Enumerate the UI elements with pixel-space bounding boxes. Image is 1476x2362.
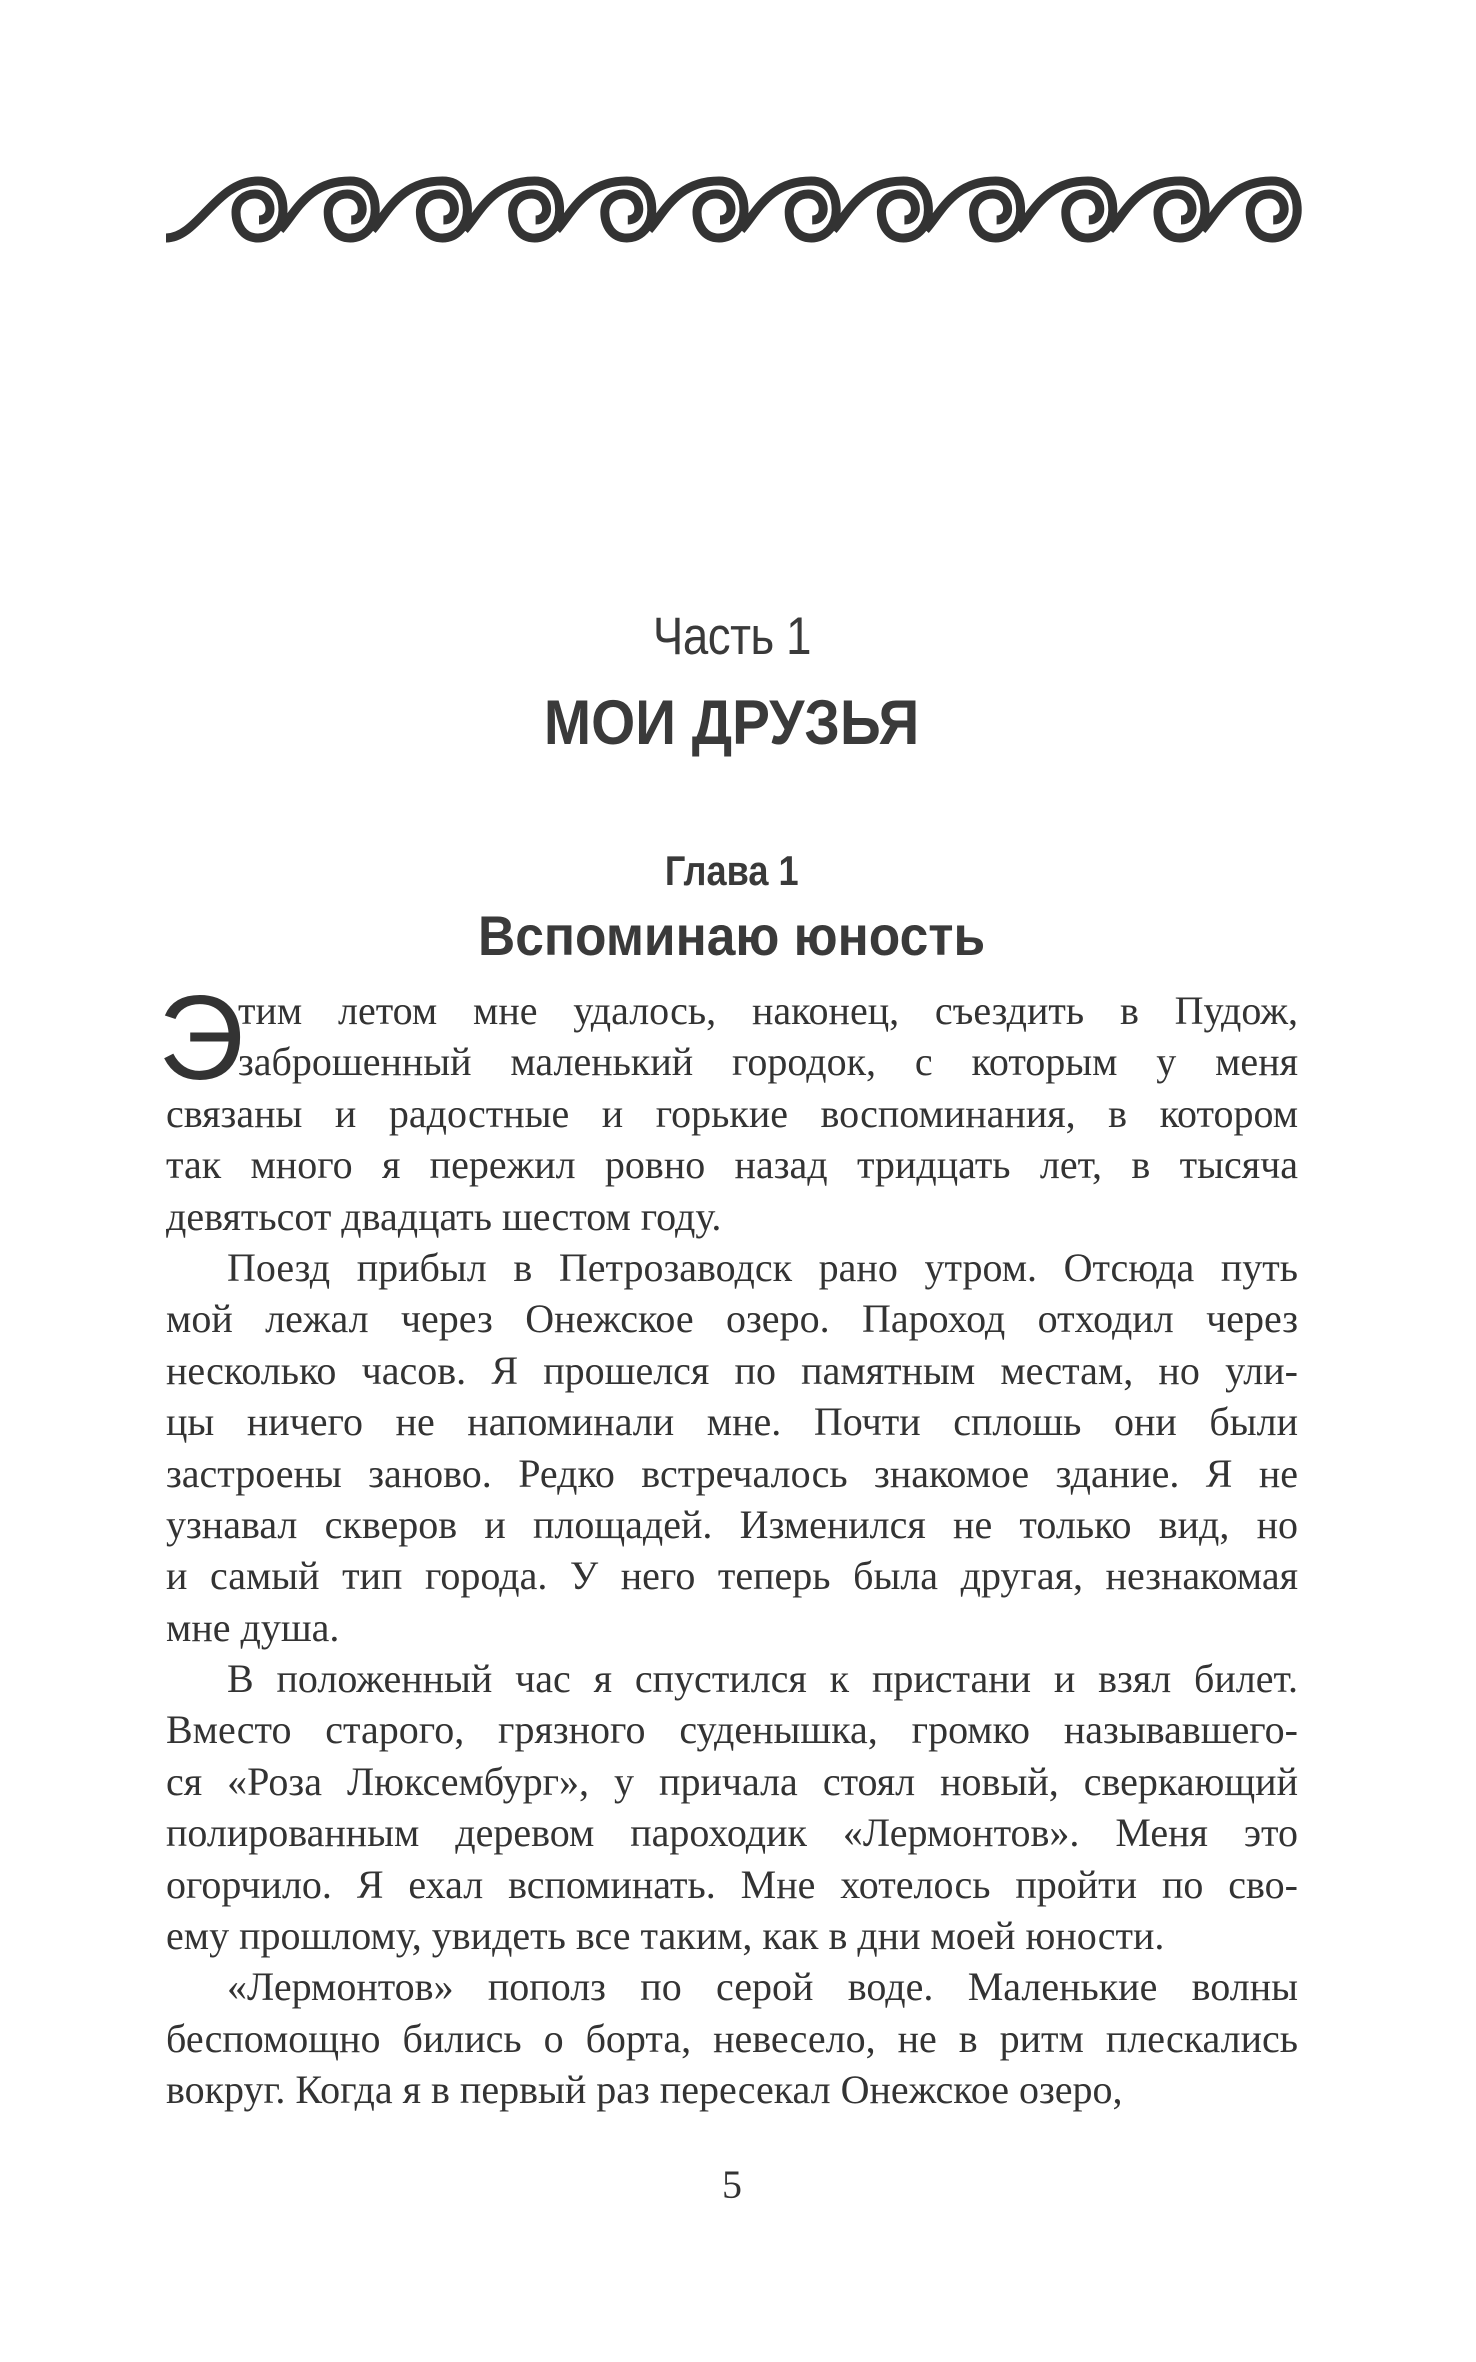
page-number: 5 (722, 2162, 742, 2207)
ornament-wave-path (166, 181, 1297, 238)
chapter-title (166, 904, 1298, 967)
text-line: несколько часов. Я прошелся по памятным местам, но ули- (166, 1347, 1298, 1393)
wave-spiral-ornament (0, 150, 1476, 270)
part-label (166, 607, 1298, 666)
body-text (166, 985, 1298, 2116)
part-title (166, 688, 1298, 758)
text-line: вокруг. Когда я в первый раз пересекал Онежское озеро, (166, 2067, 1123, 2113)
text-line: Поезд прибыл в Петрозаводск рано утром. Отсюда путь (227, 1244, 1298, 1290)
drop-cap: Э (158, 971, 245, 1105)
text-line: В положенный час я спустился к пристани и взял билет. (227, 1656, 1298, 1702)
paragraph (166, 1653, 1298, 1961)
text-line: огорчило. Я ехал вспоминать. Мне хотелось пройти по сво- (166, 1861, 1298, 1907)
part-title-text: МОИ ДРУЗЬЯ (544, 688, 920, 758)
text-line: связаны и радостные и горькие воспоминания, в котором (166, 1090, 1298, 1136)
text-line: Вместо старого, грязного суденышка, громко называвшего- (166, 1707, 1298, 1753)
text-line: узнавал скверов и площадей. Изменился не только вид, но (166, 1501, 1298, 1547)
chapter-label (166, 847, 1298, 894)
text-line: и самый тип города. У него теперь была другая, незнакомая (166, 1553, 1298, 1599)
text-line: мой лежал через Онежское озеро. Пароход отходил через (166, 1296, 1298, 1342)
part-label-text: Часть 1 (652, 607, 812, 666)
text-line: застроены заново. Редко встречалось знакомое здание. Я не (166, 1450, 1298, 1496)
text-line: заброшенный маленький городок, с которым у меня (238, 1039, 1298, 1085)
text-line: полированным деревом пароходик «Лермонтов». Меня это (166, 1810, 1298, 1856)
text-line: цы ничего не напоминали мне. Почти сплошь они были (166, 1399, 1298, 1445)
text-line: ся «Роза Люксембург», у причала стоял новый, сверкающий (166, 1758, 1298, 1804)
text-line: мне душа. (166, 1604, 340, 1650)
text-line: так много я пережил ровно назад тридцать лет, в тысяча (166, 1142, 1298, 1188)
chapter-label-text: Глава 1 (665, 847, 799, 894)
text-line: «Лермонтов» пополз по серой воде. Маленькие волны (227, 1964, 1298, 2010)
text-line: ему прошлому, увидеть все таким, как в дни моей юности. (166, 1913, 1165, 1959)
paragraph (166, 985, 1298, 1242)
text-line: девятьсот двадцать шестом году. (166, 1193, 722, 1239)
paragraph (166, 1242, 1298, 1653)
chapter-title-text: Вспоминаю юность (478, 904, 986, 967)
text-line: тим летом мне удалось, наконец, съездить в Пудож, (238, 988, 1298, 1033)
paragraph (166, 1961, 1298, 2115)
text-line: беспомощно бились о борта, невесело, не в ритм плескались (166, 2015, 1298, 2061)
